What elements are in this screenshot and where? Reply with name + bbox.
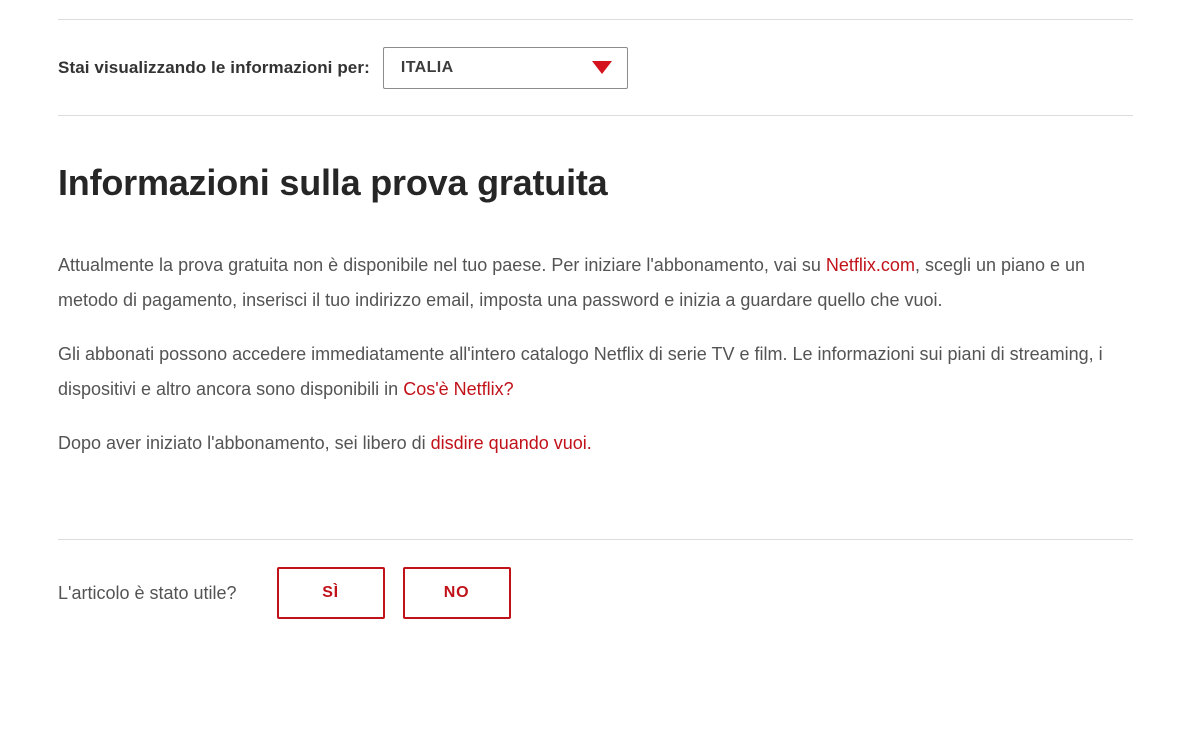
feedback-buttons bbox=[277, 567, 511, 619]
feedback-question: L'articolo è stato utile? bbox=[58, 582, 237, 603]
region-selector-label: Stai visualizzando le informazioni per: bbox=[58, 57, 370, 77]
country-dropdown[interactable] bbox=[383, 47, 628, 89]
feedback-yes-button[interactable]: SÌ bbox=[277, 567, 385, 619]
country-dropdown-value: ITALIA bbox=[400, 58, 454, 76]
article-paragraph bbox=[58, 426, 1133, 461]
region-bar-divider bbox=[58, 115, 1133, 116]
paragraph-text: Attualmente la prova gratuita non è disponibile nel tuo paese. Per iniziare l'abbonamento, vai su bbox=[58, 255, 826, 275]
content-container bbox=[0, 19, 1133, 619]
whats-netflix-link[interactable]: Cos'è Netflix? bbox=[403, 379, 514, 399]
article-paragraph bbox=[58, 248, 1133, 318]
feedback-no-button[interactable]: NO bbox=[403, 567, 511, 619]
feedback-section bbox=[58, 567, 1133, 619]
caret-down-icon bbox=[592, 61, 612, 74]
paragraph-text: Dopo aver iniziato l'abbonamento, sei libero di bbox=[58, 433, 431, 453]
netflix-com-link[interactable]: Netflix.com bbox=[825, 255, 915, 275]
article-body bbox=[58, 248, 1133, 461]
region-selector-bar bbox=[58, 20, 1133, 115]
cancel-anytime-link[interactable]: disdire quando vuoi. bbox=[430, 433, 592, 453]
paragraph-text: Gli abbonati possono accedere immediatamente all'intero catalogo Netflix di serie TV e film. Le informazioni sui piani di streaming, i dispositivi e altro ancora sono disponibili in bbox=[58, 344, 1103, 399]
page-title: Informazioni sulla prova gratuita bbox=[58, 162, 608, 203]
paragraph-text: , scegli un piano e un metodo di pagamento, inserisci il tuo indirizzo email, imposta una password e inizia a guardare quello che vuoi. bbox=[58, 255, 1086, 310]
article-paragraph bbox=[58, 337, 1133, 407]
feedback-divider bbox=[58, 539, 1133, 540]
